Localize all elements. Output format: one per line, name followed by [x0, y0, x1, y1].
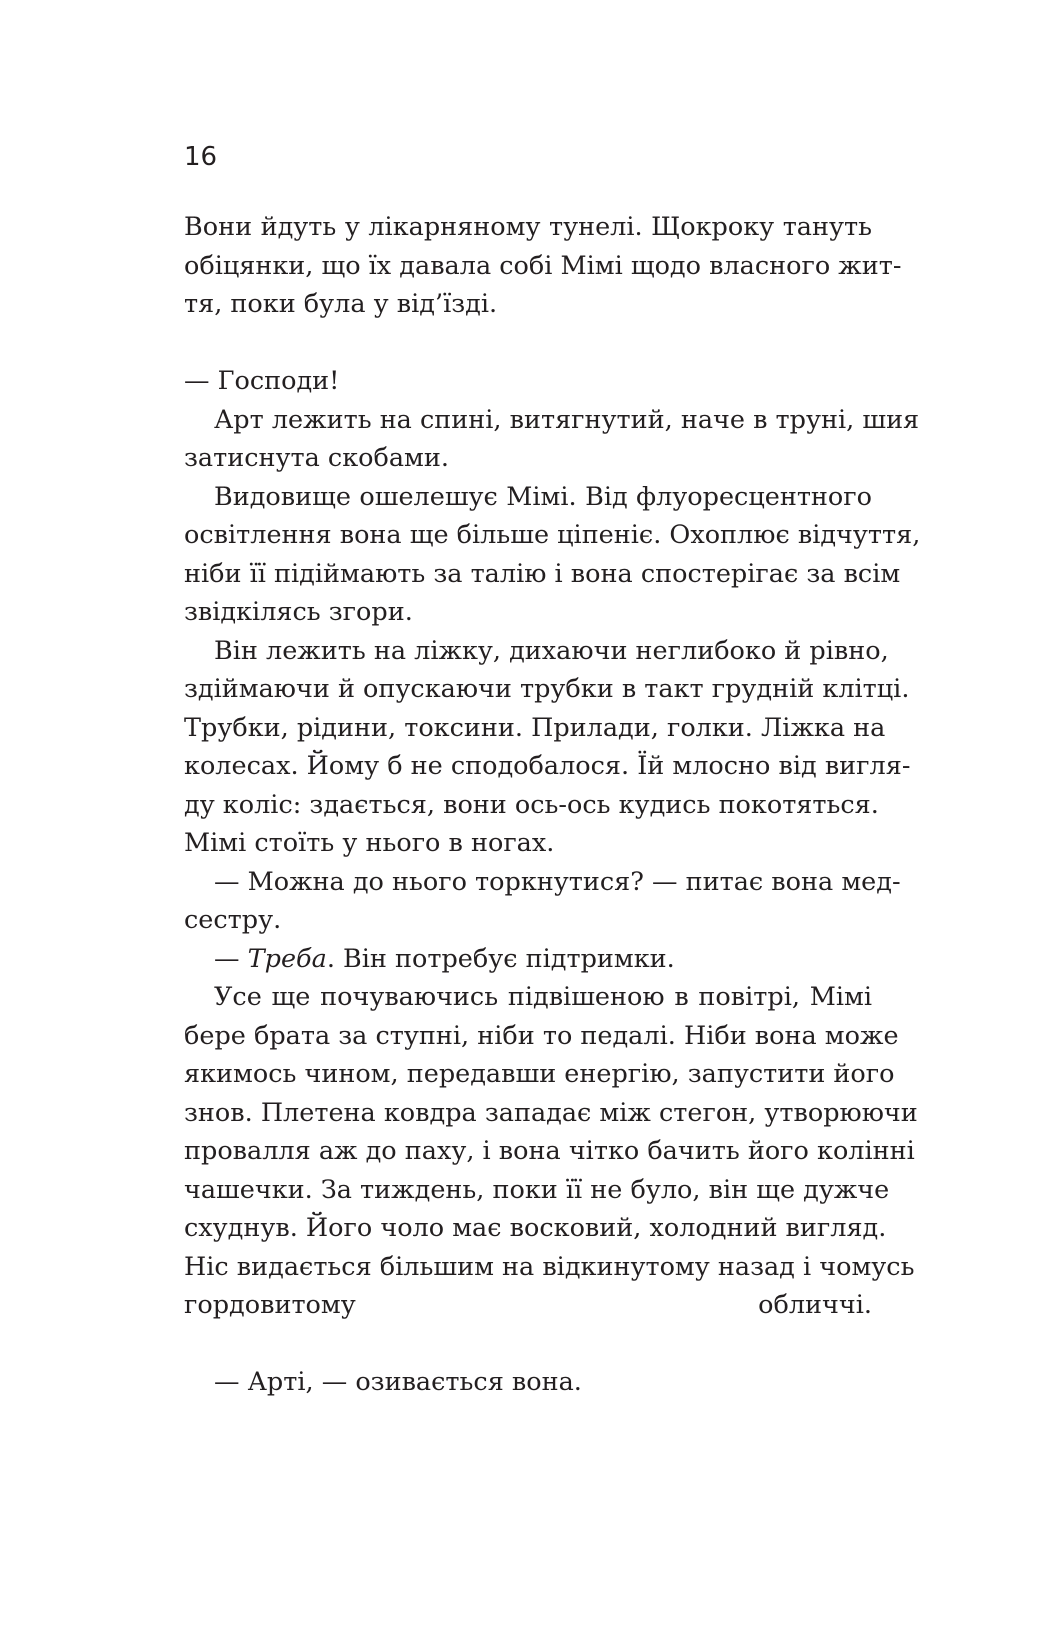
text-line: Мімі стоїть у нього в ногах.: [184, 828, 555, 858]
dialogue-line: — Можна до нього торкнутися? — питає вона мед-: [214, 866, 901, 897]
paragraph: [184, 208, 902, 324]
paragraph: [184, 863, 901, 940]
text-line: звідкілясь згори.: [184, 597, 413, 627]
dialogue-line: — Арті, — озивається вона.: [214, 1367, 582, 1397]
paragraph-gap: [184, 324, 872, 363]
text-line: Арт лежить на спині, витягнутий, наче в труні, шия: [214, 404, 920, 435]
text-line: схуднув. Його чоло має восковий, холодний вигляд.: [184, 1213, 887, 1243]
paragraph: [184, 940, 872, 979]
text-line: Трубки, рідини, токсини. Прилади, голки. Ліжка на: [184, 712, 886, 743]
text-line: Ніс видається більшим на відкинутому назад і чомусь: [184, 1251, 915, 1282]
text-line: гордовитому обличчі.: [184, 1290, 872, 1320]
text-line: провалля аж до паху, і вона чітко бачить його колінні: [184, 1136, 915, 1166]
text-line: сестру.: [184, 905, 282, 935]
text-line: освітлення вона ще більше ціпеніє. Охоплює відчуття,: [184, 520, 921, 550]
text-line: чашечки. За тиждень, поки її не було, він ще дужче: [184, 1174, 890, 1205]
paragraph: [184, 632, 911, 863]
paragraph: [184, 478, 921, 632]
paragraph: [184, 1363, 872, 1402]
text-line: бере брата за ступні, ніби то педалі. Ніби вона може: [184, 1020, 899, 1051]
page-number: 16: [184, 142, 218, 172]
paragraph: [184, 362, 872, 401]
text-line: якимось чином, передавши енергію, запустити його: [184, 1059, 895, 1089]
text-line: Вони йдуть у лікарняному тунелі. Щокроку тануть: [184, 212, 872, 242]
text-line: [184, 1325, 872, 1364]
paragraph: [184, 978, 918, 1363]
text-line: Він лежить на ліжку, дихаючи неглибоко й рівно,: [214, 635, 889, 666]
dialogue-line: — Треба. Він потребує підтримки.: [214, 943, 675, 974]
text-line: затиснута скобами.: [184, 443, 449, 473]
dialogue-rest: . Він потребує підтримки.: [326, 943, 675, 974]
body-text: [184, 208, 921, 1402]
text-line: тя, поки була у від’їзді.: [184, 289, 498, 319]
text-line: ніби її підіймають за талію і вона спостерігає за всім: [184, 558, 901, 589]
dialogue-line: — Господи!: [184, 366, 340, 396]
text-line: знов. Плетена ковдра западає між стегон, утворюючи: [184, 1097, 918, 1128]
text-line: обіцянки, що їх давала собі Мімі щодо власного жит-: [184, 250, 902, 281]
text-line: здіймаючи й опускаючи трубки в такт грудній клітці.: [184, 674, 910, 704]
text-line: колесах. Йому б не сподобалося. Їй млосно від вигля-: [184, 751, 911, 781]
paragraph: [184, 401, 920, 478]
text-line: Усе ще почуваючись підвішеною в повітрі, Мімі: [214, 982, 872, 1012]
text-line: ду коліс: здається, вони ось-ось кудись покотяться.: [184, 789, 879, 820]
italic-word: Треба: [247, 943, 327, 974]
text-line: Видовище ошелешує Мімі. Від флуоресцентного: [214, 481, 872, 512]
